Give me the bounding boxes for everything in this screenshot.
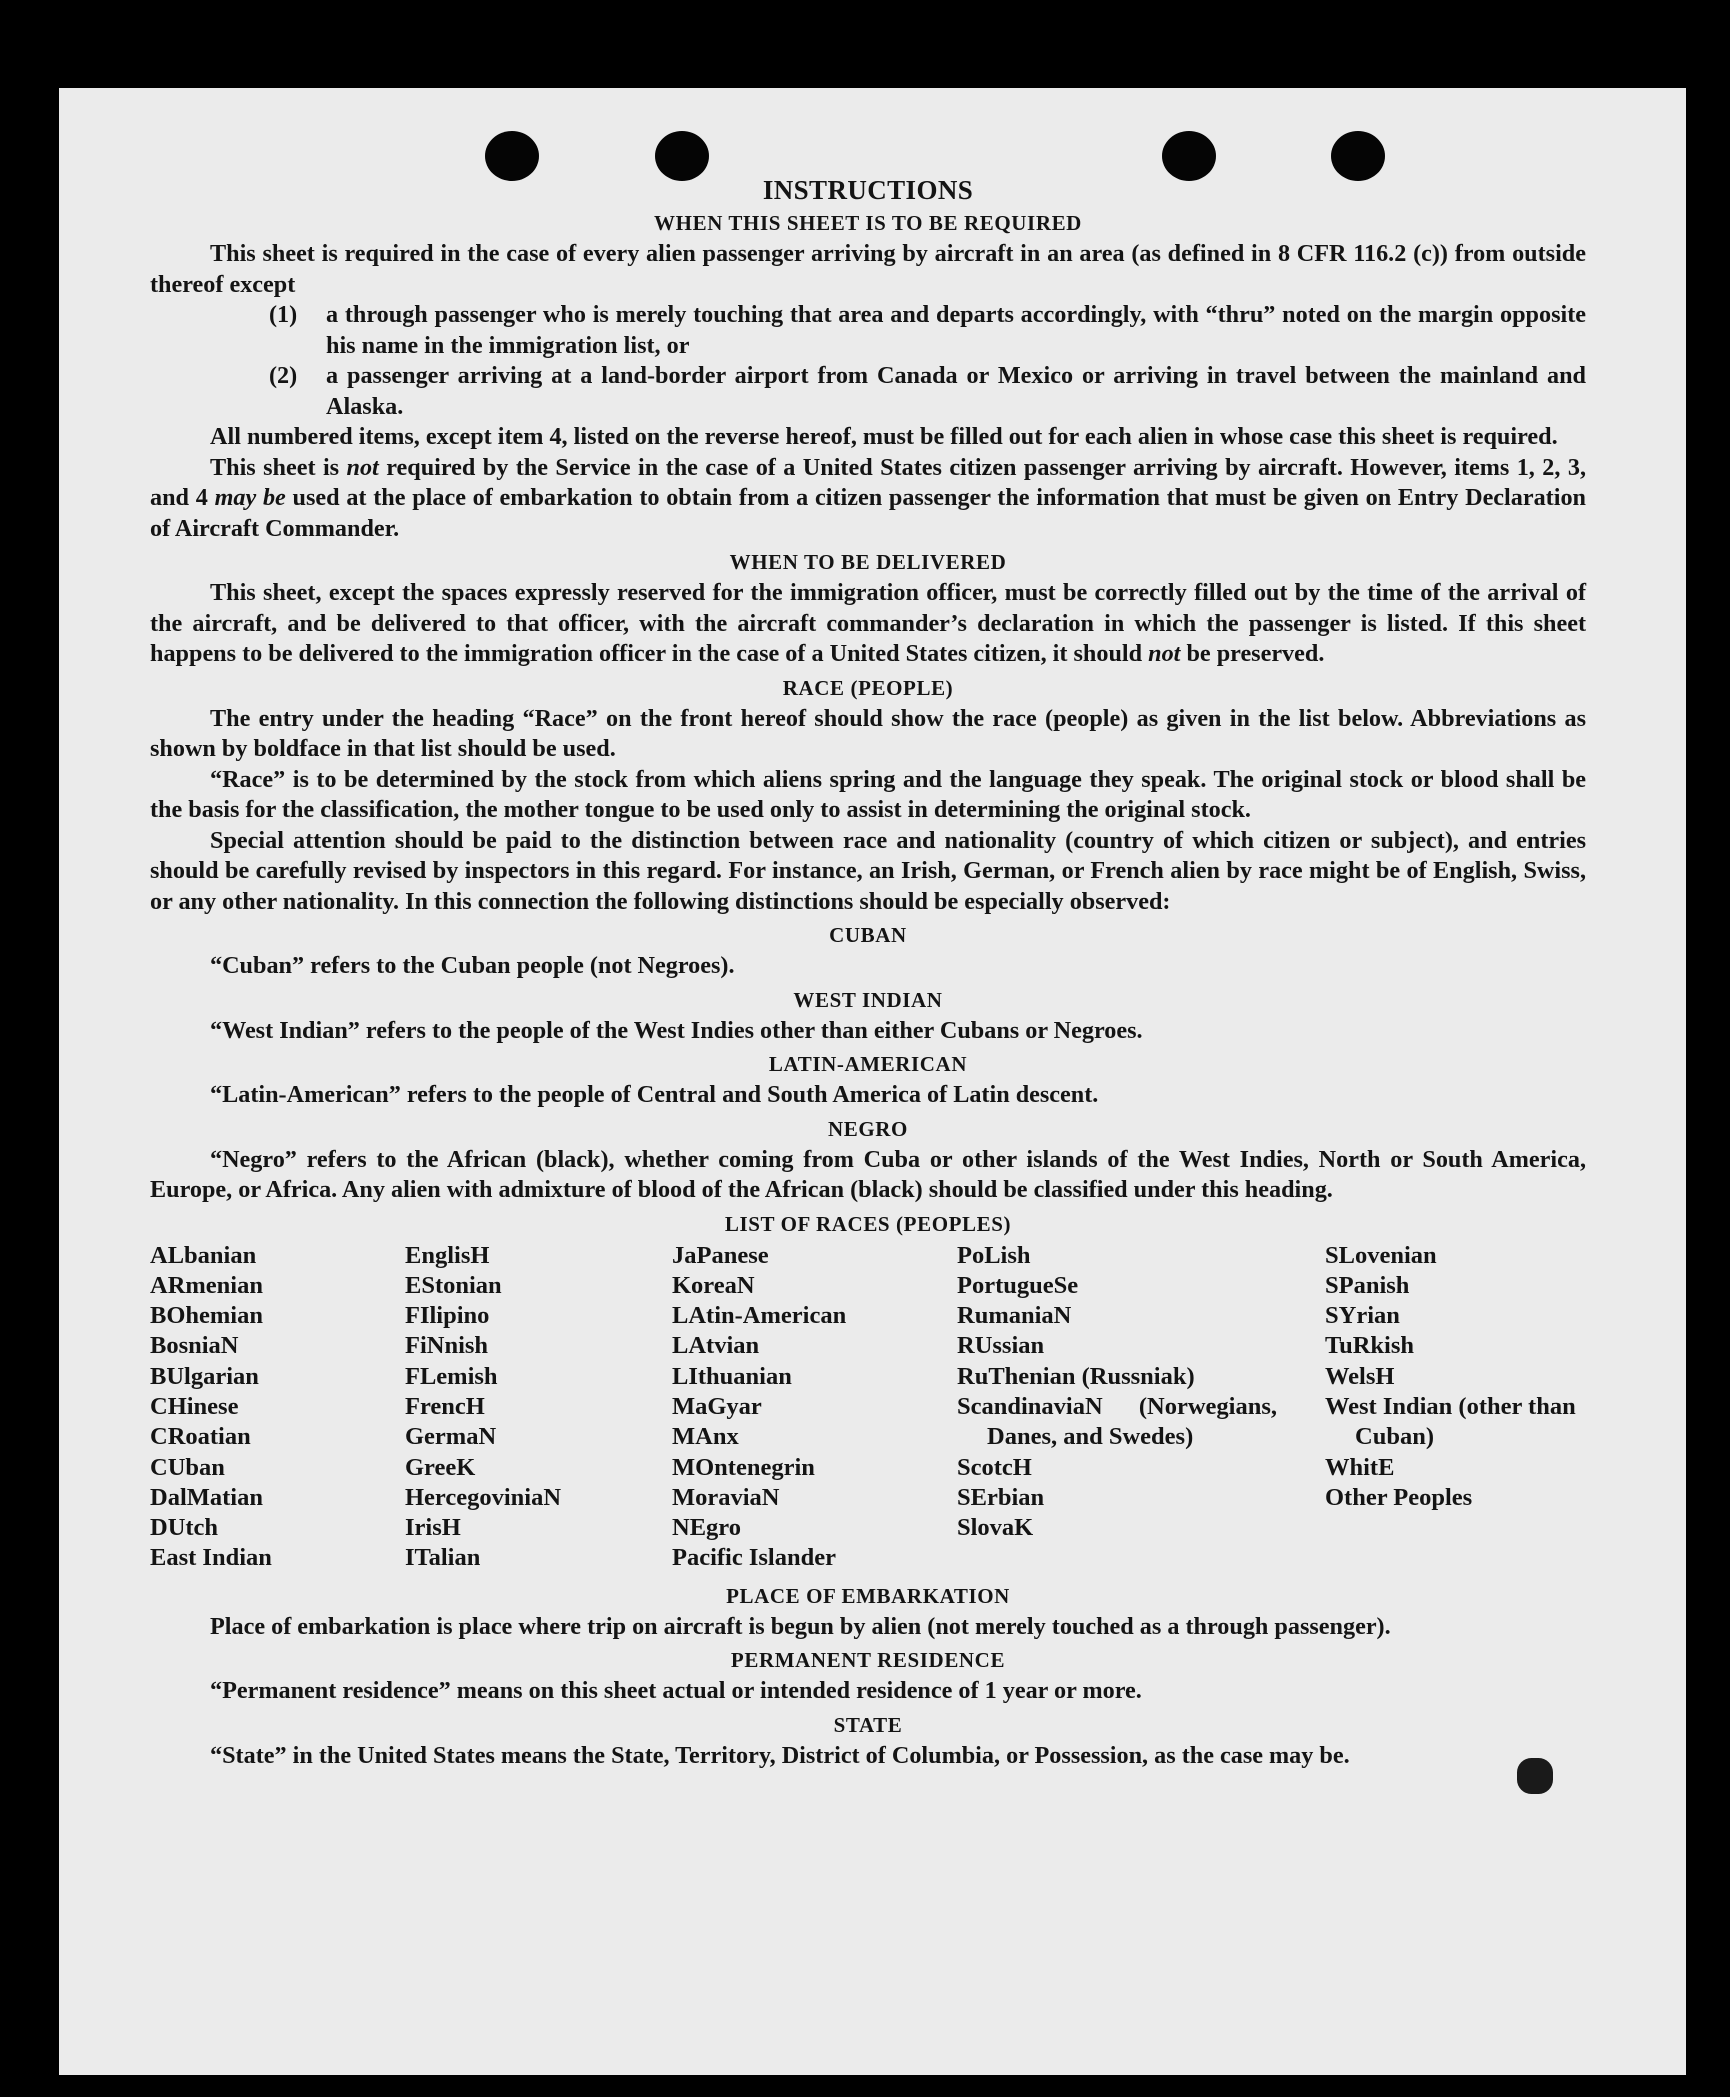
punch-hole-1	[485, 131, 539, 181]
section-heading-latin-american: LATIN-AMERICAN	[768, 1052, 968, 1076]
race-item: LAtin-American	[672, 1302, 847, 1330]
race-item: HercegoviniaN	[405, 1483, 562, 1511]
list-item	[269, 361, 1586, 422]
race-item: BosniaN	[150, 1332, 239, 1360]
race-item: FIlipino	[405, 1302, 490, 1330]
item-number: (2)	[269, 362, 298, 389]
section-heading-negro: NEGRO	[827, 1116, 908, 1141]
race-column	[957, 1241, 1325, 1574]
instructions-content	[150, 176, 1586, 1771]
paragraph: “Latin-American” refers to the people of Central and South America of Latin descent.	[210, 1081, 1099, 1108]
paragraph: “Negro” refers to the African (black), whether coming from Cuba or other islands of the West Indies, North or South America, Europe, or Africa. Any alien with admixture of blood of the African (black) should be classified under this heading.	[150, 1145, 1586, 1203]
section-heading-residence: PERMANENT RESIDENCE	[730, 1648, 1006, 1673]
race-item: MoraviaN	[672, 1483, 780, 1511]
race-item: FiNnish	[405, 1332, 489, 1360]
punch-hole-4	[1331, 131, 1385, 181]
emphasis: not	[1148, 640, 1181, 667]
paragraph: “Permanent residence” means on this sheet actual or intended residence of 1 year or more.	[210, 1677, 1142, 1705]
race-item: LIthuanian	[672, 1362, 792, 1390]
race-item: GreeK	[405, 1453, 476, 1481]
paragraph: This sheet is required in the case of every alien passenger arriving by aircraft in an area (as defined in 8 CFR 116.2 (c)) from outside thereof except	[150, 240, 1586, 298]
text-run: This sheet is	[210, 453, 347, 481]
item-text: a through passenger who is merely touching that area and departs accordingly, with “thru” noted on the margin opposite his name in the immigration list, or	[326, 301, 1586, 359]
section-heading-west-indian: WEST INDIAN	[793, 987, 943, 1012]
race-item: East Indian	[150, 1544, 272, 1572]
race-item: SErbian	[957, 1483, 1045, 1511]
race-item: RumaniaN	[957, 1302, 1072, 1330]
list-item	[269, 300, 1586, 361]
race-item: Other Peoples	[1325, 1483, 1473, 1511]
section-heading-embarkation: PLACE OF EMBARKATION	[726, 1583, 1010, 1608]
race-item: KoreaN	[672, 1271, 755, 1299]
race-item: West Indian (other than Cuban)	[1325, 1392, 1576, 1451]
race-item: ITalian	[405, 1544, 481, 1572]
paragraph: “West Indian” refers to the people of the West Indies other than either Cubans or Negroes.	[210, 1016, 1143, 1044]
race-item: LAtvian	[672, 1332, 760, 1360]
race-list	[150, 1241, 1586, 1574]
race-item: DalMatian	[150, 1483, 263, 1511]
emphasis: may be	[214, 484, 286, 511]
race-item: ARmenian	[150, 1271, 263, 1299]
race-item: TuRkish	[1325, 1332, 1415, 1360]
paragraph	[150, 578, 1586, 670]
race-column	[672, 1241, 957, 1574]
text-run: used at the place of embarkation to obtain from a citizen passenger the information that must be given on Entry Declaration of Aircraft Commander.	[150, 484, 1586, 542]
race-item: Pacific Islander	[672, 1544, 836, 1572]
text-run: required by the Service in the case of a United States citizen passenger arriving by aircraft. However, items 1, 2, 3, and 4	[150, 453, 1586, 511]
section-heading-cuban: CUBAN	[829, 923, 907, 947]
item-text: a passenger arriving at a land-border airport from Canada or Mexico or arriving in travel between the mainland and Alaska.	[326, 362, 1586, 420]
race-item: ScandinaviaN (Norwegians, Danes, and Swedes)	[957, 1392, 1277, 1451]
race-item: FrencH	[405, 1392, 485, 1420]
race-item: MaGyar	[672, 1392, 762, 1420]
race-item: MOntenegrin	[672, 1453, 815, 1481]
paragraph: The entry under the heading “Race” on the front hereof should show the race (people) as given in the list below. Abbreviations as shown by boldface in that list should be used.	[150, 704, 1586, 762]
text-run: This sheet, except the spaces expressly reserved for the immigration officer, must be correctly filled out by the time of the arrival of the aircraft, and be delivered to that officer, with the aircraft commander’s declaration in which the passenger is listed. If this sheet happens to be delivered to the immigration officer in the case of a United States citizen, it should	[150, 579, 1586, 667]
race-column	[150, 1241, 405, 1574]
race-column	[1325, 1241, 1586, 1574]
section-heading-delivered: WHEN TO BE DELIVERED	[729, 550, 1007, 574]
race-item: SYrian	[1325, 1302, 1400, 1330]
punch-hole-3	[1162, 131, 1216, 181]
race-item: FLemish	[405, 1362, 498, 1390]
race-item: RuThenian (Russniak)	[957, 1362, 1195, 1390]
paragraph	[150, 453, 1586, 545]
race-item: MAnx	[672, 1423, 739, 1451]
race-item: GermaN	[405, 1423, 497, 1451]
race-item: CHinese	[150, 1392, 239, 1420]
race-item: BOhemian	[150, 1302, 263, 1330]
section-heading-race: RACE (PEOPLE)	[782, 675, 954, 700]
race-item: PortugueSe	[957, 1271, 1079, 1299]
race-item: SLovenian	[1325, 1241, 1437, 1269]
section-heading-state: STATE	[833, 1712, 903, 1737]
section-heading-required: WHEN THIS SHEET IS TO BE REQUIRED	[654, 211, 1082, 235]
race-item: BUlgarian	[150, 1362, 259, 1390]
race-item: JaPanese	[672, 1241, 769, 1269]
race-item: ALbanian	[150, 1241, 257, 1269]
paragraph: “Cuban” refers to the Cuban people (not Negroes).	[210, 952, 735, 979]
race-item: DUtch	[150, 1514, 219, 1542]
paragraph: Special attention should be paid to the distinction between race and nationality (country of which citizen or subject), and entries should be carefully revised by inspectors in this regard. For instance, an Irish, German, or French alien by race might be of English, Swiss, or any other nationality. In this connection the following distinctions should be especially observed:	[150, 826, 1586, 915]
race-item: RUssian	[957, 1332, 1045, 1360]
race-item: ScotcH	[957, 1453, 1032, 1481]
emphasis: not	[346, 453, 379, 481]
race-item: WelsH	[1325, 1362, 1395, 1390]
paragraph: “State” in the United States means the State, Territory, District of Columbia, or Possession, as the case may be.	[210, 1741, 1350, 1769]
paragraph: “Race” is to be determined by the stock from which aliens spring and the language they speak. The original stock or blood shall be the basis for the classification, the mother tongue to be used only to assist in determining the original stock.	[150, 765, 1586, 823]
race-item: SPanish	[1325, 1271, 1410, 1299]
race-item: CUban	[150, 1453, 225, 1481]
race-item: SlovaK	[957, 1514, 1034, 1542]
text-run: be preserved.	[1180, 640, 1325, 667]
punch-hole-2	[655, 131, 709, 181]
race-item: CRoatian	[150, 1423, 251, 1451]
paragraph: Place of embarkation is place where trip on aircraft is begun by alien (not merely touched as a through passenger).	[210, 1612, 1391, 1640]
race-item: IrisH	[405, 1514, 461, 1542]
race-item: EnglisH	[405, 1241, 490, 1269]
race-item: WhitE	[1325, 1453, 1395, 1481]
section-heading-list-of-races: LIST OF RACES (PEOPLES)	[724, 1211, 1012, 1236]
race-item: EStonian	[405, 1271, 502, 1299]
race-item: NEgro	[672, 1514, 741, 1542]
race-item: PoLish	[957, 1241, 1031, 1269]
race-column	[405, 1241, 672, 1574]
item-number: (1)	[269, 301, 298, 328]
page-title: INSTRUCTIONS	[762, 175, 974, 205]
document-sheet	[59, 88, 1686, 2075]
paragraph: All numbered items, except item 4, listed on the reverse hereof, must be filled out for each alien in whose case this sheet is required.	[210, 423, 1558, 450]
